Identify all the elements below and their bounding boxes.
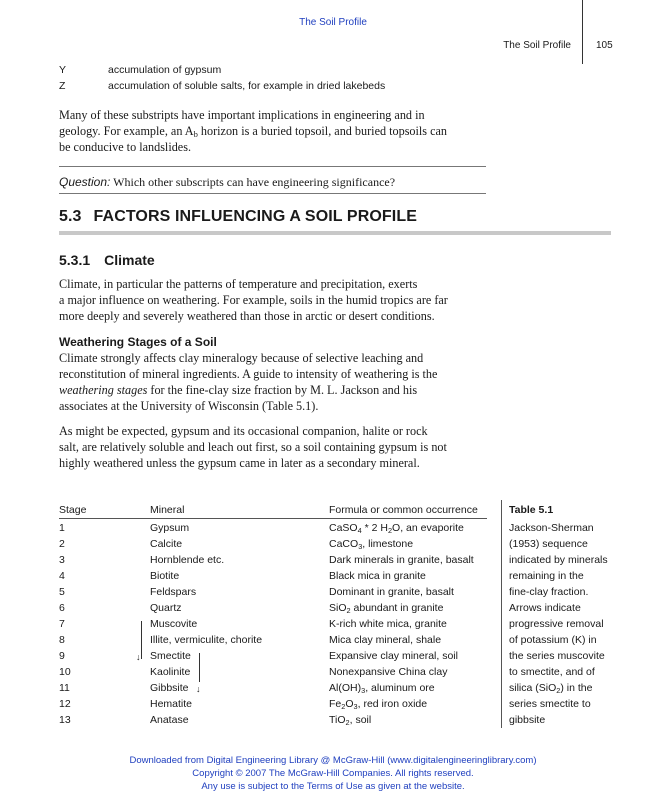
table-cell-formula (329, 586, 454, 598)
question-bottom-rule (59, 193, 486, 194)
table-cell-mineral-text: Biotite (150, 570, 180, 582)
climate-line: a major influence on weathering. For example, soils in the humid tropics are far (59, 293, 448, 307)
table-cell-formula-text: , soil (349, 714, 372, 726)
table-cell-stage-text: 11 (59, 682, 70, 694)
table-cell-formula (329, 618, 447, 630)
table-cell-mineral (150, 666, 190, 678)
table-cell-formula (329, 554, 474, 566)
table-cell-stage-text: 1 (59, 522, 65, 534)
intro-text: horizon is a buried topsoil, and buried topsoils can (197, 124, 447, 138)
table-cell-mineral-text: Kaolinite (150, 666, 191, 678)
table-cell-stage-text: 9 (59, 650, 65, 662)
climate-line: more deeply and severely weathered than those in arctic or desert conditions. (59, 309, 435, 323)
intro-line: be conducive to landslides. (59, 140, 191, 154)
table-cell-mineral (150, 618, 197, 630)
table-cell-stage (59, 554, 65, 566)
table-cell-formula-text: * 2 H (361, 522, 388, 534)
table-cell-formula (329, 602, 443, 614)
section-rule (59, 231, 611, 235)
gypsum-line: salt, are relatively soluble and leach out first, so a soil containing gypsum is not (59, 440, 447, 454)
gypsum-paragraph (59, 423, 487, 471)
caption-line: remaining in the (509, 570, 584, 582)
table-cell-mineral (150, 650, 191, 662)
table-cell-stage (59, 714, 71, 726)
table-cell-mineral (150, 570, 179, 582)
table-cell-stage (59, 618, 65, 630)
table-cell-mineral (150, 682, 189, 694)
table-cell-stage (59, 650, 65, 662)
table-cell-formula (329, 714, 371, 726)
caption-line: progressive removal (509, 618, 604, 630)
table-cell-formula-text: K-rich white mica, granite (329, 618, 447, 630)
table-cell-formula (329, 682, 435, 694)
table-cell-mineral-text: Anatase (150, 714, 189, 726)
table-cell-stage (59, 682, 70, 694)
table-cell-mineral (150, 714, 189, 726)
caption-line: gibbsite (509, 714, 546, 726)
caption-line: the series muscovite (509, 650, 605, 662)
table-cell-mineral (150, 522, 189, 534)
gypsum-line: highly weathered unless the gypsum came in later as a secondary mineral. (59, 456, 420, 470)
potassium-arrow-line (141, 621, 142, 659)
caption-line: (1953) sequence (509, 538, 588, 550)
table-cell-formula (329, 538, 413, 550)
table-cell-mineral (150, 698, 192, 710)
table-cell-stage (59, 602, 65, 614)
question-label: Question: (59, 175, 111, 189)
table-caption-title: Table 5.1 (509, 504, 554, 516)
formula-subscript: 2 (387, 526, 393, 535)
table-cell-formula-text: Fe (329, 698, 342, 710)
weathering-term: weathering stages (59, 383, 148, 397)
subsection-title: Climate (104, 252, 155, 268)
question-box (59, 175, 395, 190)
caption-line: Jackson-Sherman (509, 522, 594, 534)
gypsum-line: As might be expected, gypsum and its occasional companion, halite or rock (59, 424, 428, 438)
table-cell-mineral (150, 554, 224, 566)
table-cell-formula-text: Dominant in granite, basalt (329, 586, 454, 598)
weathering-line: reconstitution of mineral ingredients. A guide to intensity of weathering is the (59, 367, 438, 381)
table-cell-mineral (150, 634, 262, 646)
caption-line: indicated by minerals (509, 554, 608, 566)
formula-subscript: 4 (357, 526, 362, 535)
table-cell-stage-text: 12 (59, 698, 71, 710)
caption-line: of potassium (K) in (509, 634, 597, 646)
table-cell-mineral-text: Quartz (150, 602, 182, 614)
table-cell-mineral-text: Feldspars (150, 586, 197, 598)
table-cell-stage-text: 6 (59, 602, 65, 614)
arrow-down-icon: ↓ (136, 652, 141, 662)
intro-text: geology. For example, an A (59, 124, 194, 138)
caption-line: to smectite, and of (509, 666, 595, 678)
table-header-formula: Formula or common occurrence (329, 504, 478, 516)
table-cell-mineral-text: Hornblende etc. (150, 554, 225, 566)
subsection-number: 5.3.1 (59, 252, 91, 268)
table-cell-mineral-text: Calcite (150, 538, 183, 550)
table-cell-stage-text: 4 (59, 570, 65, 582)
table-cell-mineral (150, 538, 182, 550)
weathering-line (59, 382, 487, 398)
caption-line: fine-clay fraction. (509, 586, 589, 598)
footer-copyright: Copyright © 2007 The McGraw-Hill Companies. All rights reserved. (192, 768, 474, 779)
table-cell-stage (59, 634, 65, 646)
climate-line: Climate, in particular the patterns of temperature and precipitation, exerts (59, 277, 418, 291)
table-cell-formula (329, 522, 464, 534)
subscript-item (59, 80, 385, 92)
footer-download-link[interactable]: Downloaded from Digital Engineering Library @ McGraw-Hill (www.digitalengineeringlibrary.com) (129, 755, 537, 766)
table-cell-mineral-text: Gypsum (150, 522, 190, 534)
header-divider (582, 0, 583, 64)
table-cell-stage (59, 586, 65, 598)
table-header-stage: Stage (59, 504, 87, 516)
table-cell-formula (329, 634, 441, 646)
intro-subscript: b (193, 129, 198, 139)
question-text: Which other subscripts can have engineering significance? (110, 175, 396, 189)
intro-line: Many of these substripts have important implications in engineering and in (59, 108, 425, 122)
table-cell-formula-text: CaSO (329, 522, 358, 534)
table-cell-mineral-text: Hematite (150, 698, 193, 710)
table-cell-formula (329, 698, 427, 710)
table-cell-formula-text: Mica clay mineral, shale (329, 634, 442, 646)
formula-subscript: 3 (361, 686, 366, 695)
silica-arrow-line-b (199, 670, 200, 682)
subscript-code: Z (59, 80, 66, 92)
table-cell-formula-text: O, an evaporite (392, 522, 464, 534)
table-cell-stage-text: 5 (59, 586, 65, 598)
page-number: 105 (596, 40, 613, 51)
formula-subscript: 2 (346, 606, 351, 615)
running-head: The Soil Profile (503, 40, 571, 51)
weathering-paragraph (59, 350, 487, 414)
table-cell-formula-text: , limestone (362, 538, 414, 550)
caption-line (509, 680, 621, 696)
caption-line: Arrows indicate (509, 602, 581, 614)
intro-paragraph (59, 107, 487, 155)
table-cell-stage-text: 10 (59, 666, 71, 678)
caption-text: silica (SiO (509, 682, 557, 694)
table-cell-formula-text: CaCO (329, 538, 359, 550)
table-cell-formula-text: Dark minerals in granite, basalt (329, 554, 474, 566)
table-cell-mineral-text: Gibbsite (150, 682, 189, 694)
formula-subscript: 2 (345, 718, 350, 727)
table-cell-mineral-text: Muscovite (150, 618, 198, 630)
table-cell-formula-text: O (345, 698, 354, 710)
table-cell-formula (329, 650, 458, 662)
table-cell-formula-text: , aluminum ore (365, 682, 435, 694)
table-cell-stage (59, 538, 65, 550)
caption-text: ) in the (560, 682, 593, 694)
table-caption (509, 520, 621, 728)
caption-subscript: 2 (556, 686, 561, 695)
table-header-mineral: Mineral (150, 504, 185, 516)
table-cell-formula-text: TiO (329, 714, 346, 726)
table-cell-stage (59, 666, 71, 678)
table-cell-formula-text: , red iron oxide (357, 698, 428, 710)
table-cell-stage (59, 698, 71, 710)
weathering-line: associates at the University of Wisconsin (Table 5.1). (59, 399, 319, 413)
table-cell-stage-text: 3 (59, 554, 65, 566)
table-cell-formula-text: Black mica in granite (329, 570, 426, 582)
table-cell-formula-text: Al(OH) (329, 682, 362, 694)
caption-divider (501, 500, 502, 728)
table-cell-stage-text: 8 (59, 634, 65, 646)
table-cell-formula-text: abundant in granite (350, 602, 444, 614)
table-cell-mineral (150, 586, 196, 598)
weathering-line: Climate strongly affects clay mineralogy because of selective leaching and (59, 351, 424, 365)
table-cell-formula-text: Expansive clay mineral, soil (329, 650, 458, 662)
table-cell-stage-text: 13 (59, 714, 71, 726)
intro-line (59, 123, 487, 139)
table-cell-formula-text: SiO (329, 602, 347, 614)
footer-terms-link[interactable]: Any use is subject to the Terms of Use as given at the website. (201, 781, 465, 792)
table-cell-stage (59, 570, 65, 582)
subscript-code: Y (59, 64, 67, 76)
table-cell-mineral-text: Smectite (150, 650, 191, 662)
subsection-heading (59, 252, 155, 268)
table-cell-formula (329, 570, 426, 582)
table-cell-stage-text: 7 (59, 618, 65, 630)
formula-subscript: 3 (353, 702, 358, 711)
formula-subscript: 3 (358, 542, 363, 551)
weathering-text: for the fine-clay size fraction by M. L. Jackson and his (147, 383, 418, 397)
subscript-item (59, 64, 221, 76)
formula-subscript: 2 (341, 702, 346, 711)
table-cell-stage (59, 522, 65, 534)
subscript-text: accumulation of gypsum (108, 64, 222, 76)
table-cell-mineral (150, 602, 182, 614)
section-heading (59, 208, 417, 226)
section-number: 5.3 (59, 208, 82, 225)
table-cell-formula (329, 666, 447, 678)
question-top-rule (59, 166, 486, 167)
top-title: The Soil Profile (299, 17, 367, 28)
arrow-down-icon: ↓ (196, 684, 201, 694)
section-title: FACTORS INFLUENCING A SOIL PROFILE (93, 208, 417, 225)
climate-paragraph (59, 276, 487, 324)
table-cell-mineral-text: Illite, vermiculite, chorite (150, 634, 263, 646)
weathering-heading: Weathering Stages of a Soil (59, 335, 217, 349)
caption-line: series smectite to (509, 698, 591, 710)
subscript-text: accumulation of soluble salts, for example in dried lakebeds (108, 80, 386, 92)
table-cell-stage-text: 2 (59, 538, 65, 550)
table-header-rule (59, 518, 487, 519)
table-cell-formula-text: Nonexpansive China clay (329, 666, 448, 678)
